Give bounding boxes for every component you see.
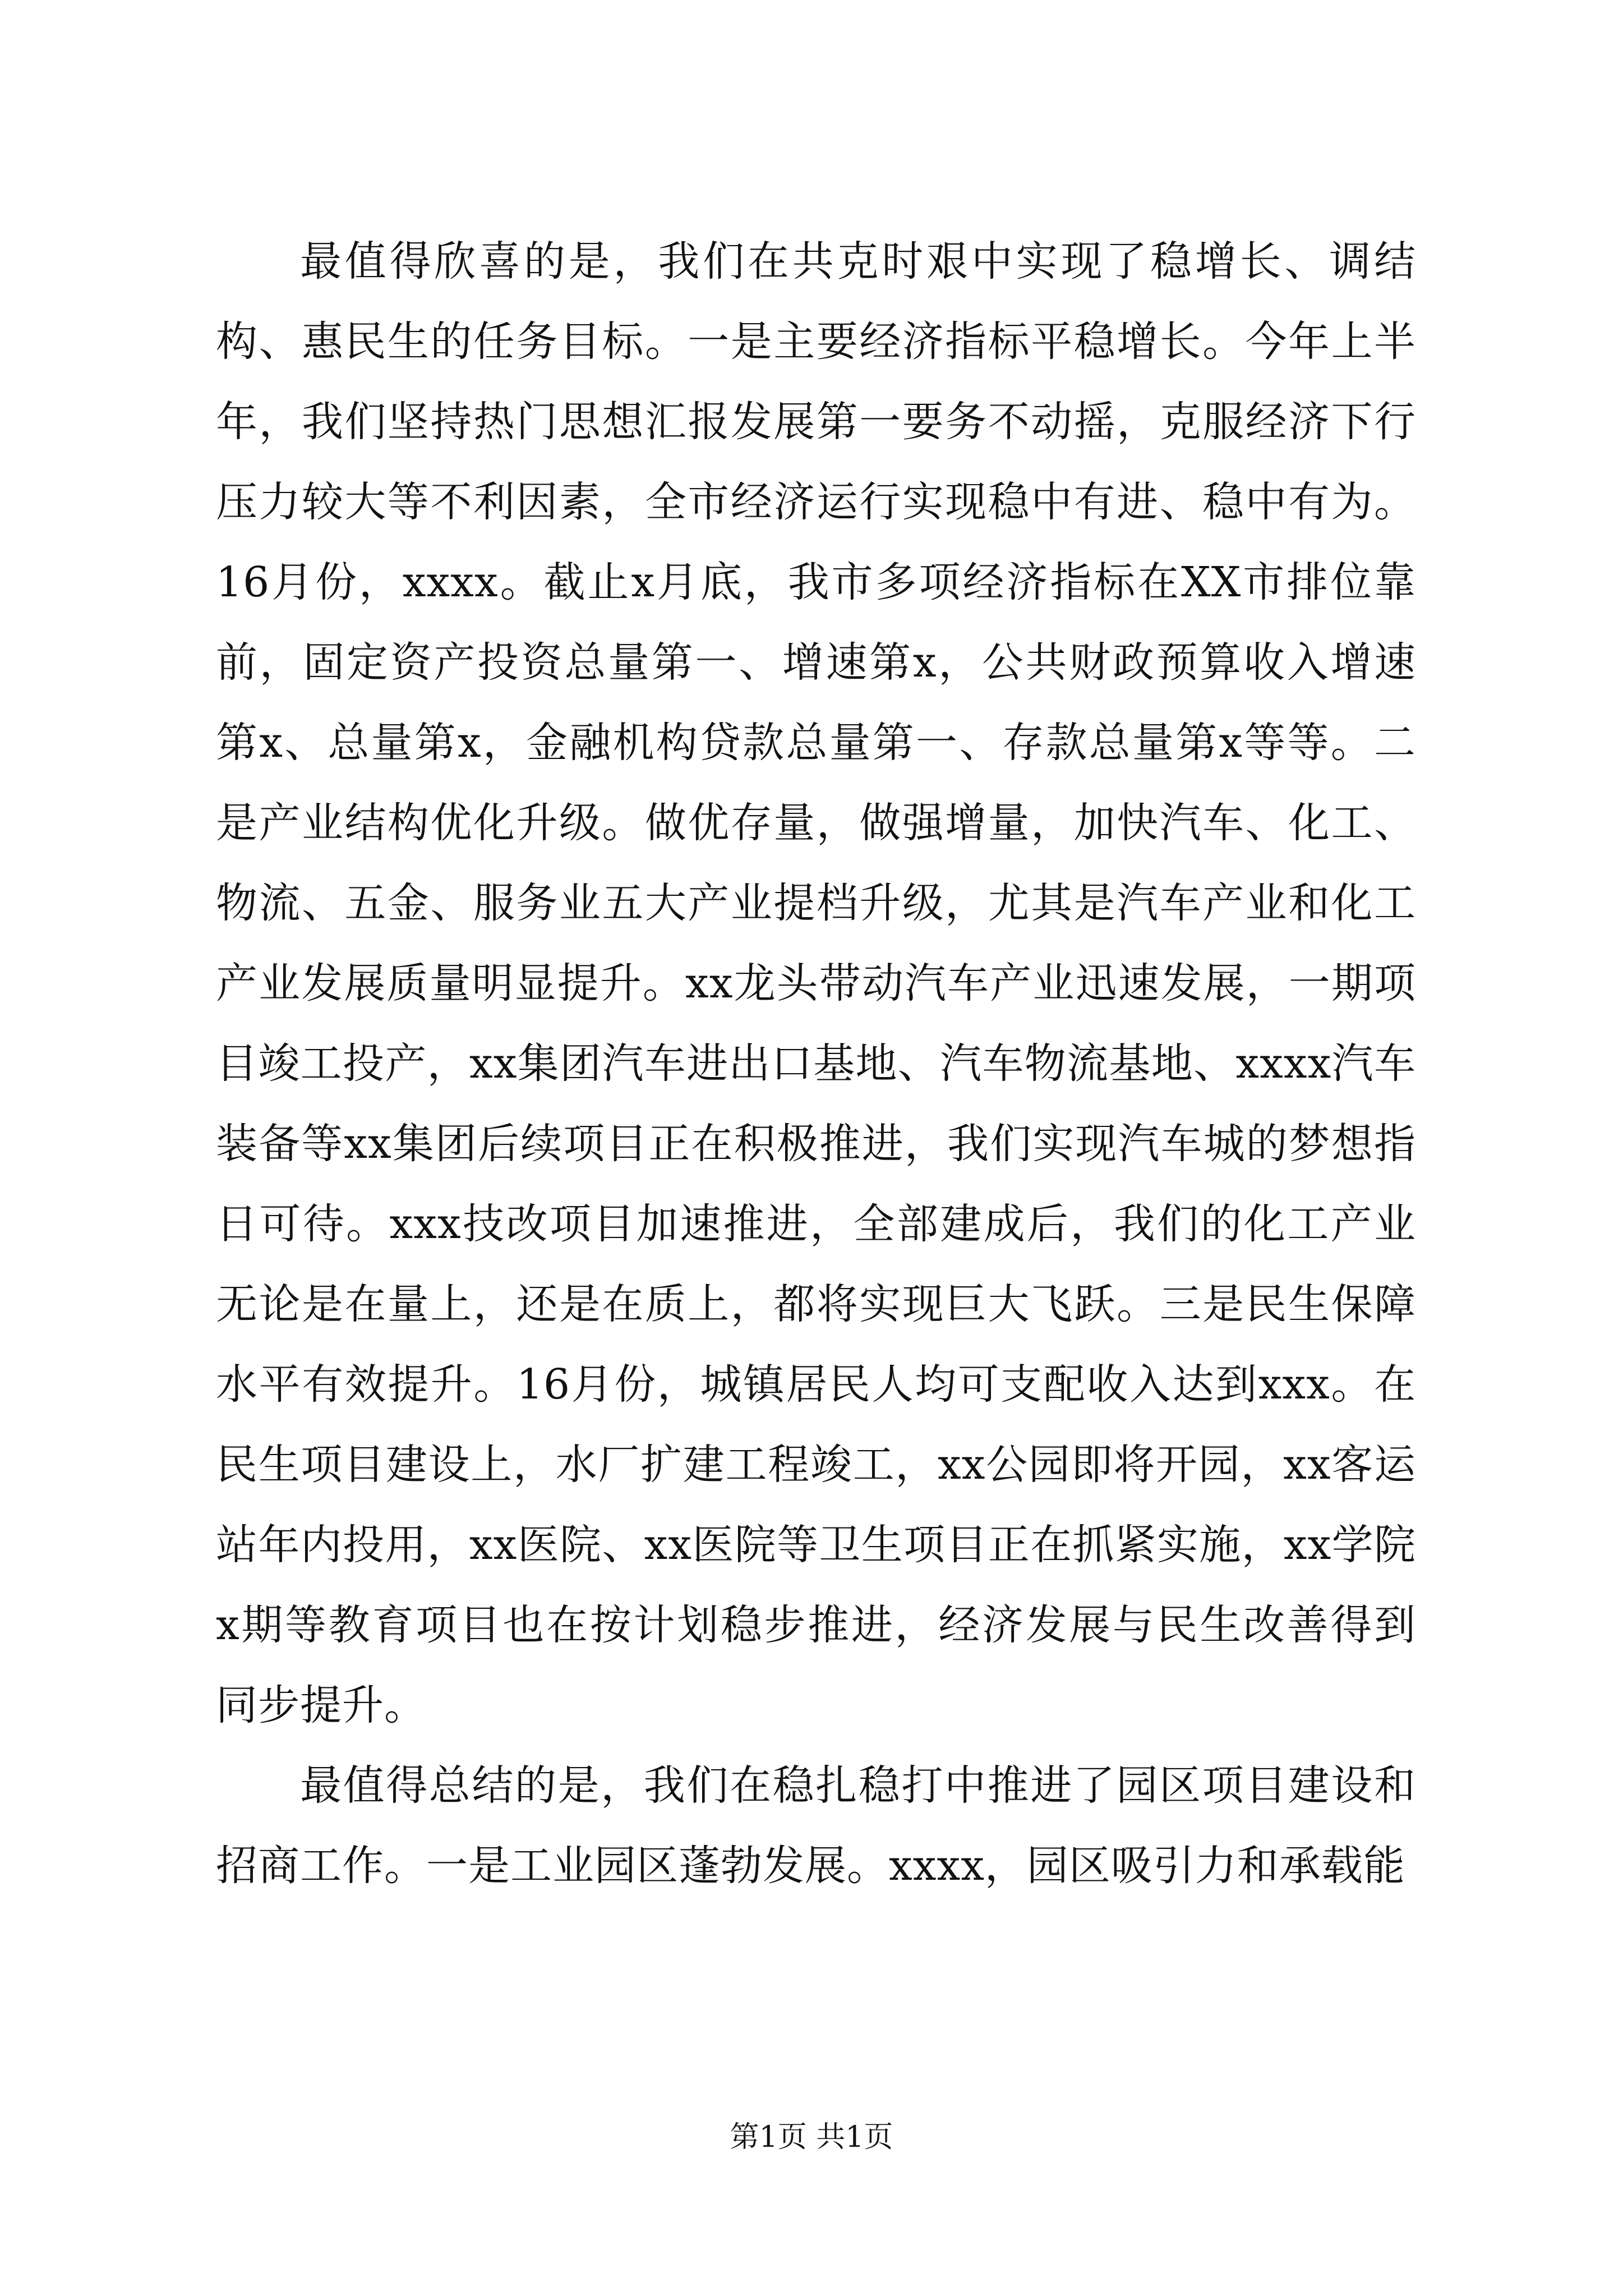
page-footer: 第1页 共1页 bbox=[730, 2120, 893, 2154]
document-body bbox=[216, 222, 1416, 1906]
paragraph-1: 最值得欣喜的是，我们在共克时艰中实现了稳增长、调结构、惠民生的任务目标。一是主要经济指标平稳增长。今年上半年，我们坚持热门思想汇报发展第一要务不动摇，克服经济下行压力较大等不利因素，全市经济运行实现稳中有进、稳中有为。16月份，xxxx。截止x月底，我市多项经济指标在XX市排位靠前，固定资产投资总量第一、增速第x，公共财政预算收入增速第x、总量第x，金融机构贷款总量第一、存款总量第x等等。二是产业结构优化升级。做优存量，做强增量，加快汽车、化工、物流、五金、服务业五大产业提档升级，尤其是汽车产业和化工产业发展质量明显提升。xx龙头带动汽车产业迅速发展，一期项目竣工投产，xx集团汽车进出口基地、汽车物流基地、xxxx汽车装备等xx集团后续项目正在积极推进，我们实现汽车城的梦想指日可待。xxx技改项目加速推进，全部建成后，我们的化工产业无论是在量上，还是在质上，都将实现巨大飞跃。三是民生保障水平有效提升。16月份，城镇居民人均可支配收入达到xxx。在民生项目建设上，水厂扩建工程竣工，xx公园即将开园，xx客运站年内投用，xx医院、xx医院等卫生项目正在抓紧实施，xx学院x期等教育项目也在按计划稳步推进，经济发展与民生改善得到同步提升。 bbox=[216, 237, 1416, 1729]
paragraph-2: 最值得总结的是，我们在稳扎稳打中推进了园区项目建设和招商工作。一是工业园区蓬勃发展。xxxx，园区吸引力和承载能 bbox=[216, 1761, 1416, 1890]
